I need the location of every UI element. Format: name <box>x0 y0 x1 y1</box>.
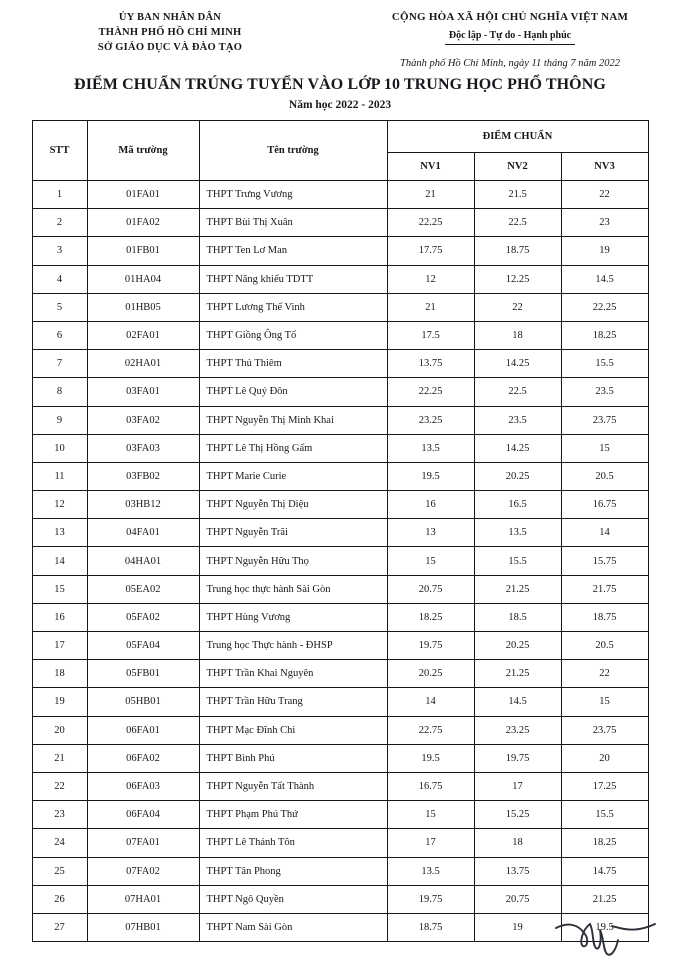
table-row <box>32 181 648 209</box>
cell-nv2-score: 22.5 <box>474 378 561 406</box>
table-row <box>32 829 648 857</box>
authority-line-1: ỦY BAN NHÂN DÂN <box>118 12 222 23</box>
cell-school-name: THPT Marie Curie <box>199 462 387 490</box>
cell-school-code: 05HB01 <box>87 688 199 716</box>
cell-stt: 25 <box>32 857 87 885</box>
cell-school-name: THPT Hùng Vương <box>199 603 387 631</box>
cell-nv2-score: 13.5 <box>474 519 561 547</box>
cell-stt: 11 <box>32 462 87 490</box>
cell-nv3-score: 19.5 <box>561 913 648 941</box>
cell-school-name: THPT Nguyễn Hữu Thọ <box>199 547 387 575</box>
cell-nv1-score: 12 <box>387 265 474 293</box>
cell-stt: 2 <box>32 209 87 237</box>
cell-nv1-score: 18.75 <box>387 913 474 941</box>
cell-nv2-score: 17 <box>474 772 561 800</box>
letterhead <box>0 0 680 69</box>
issuing-authority-block <box>0 10 340 69</box>
cell-nv3-score: 14.75 <box>561 857 648 885</box>
table-row <box>32 885 648 913</box>
cell-school-name: THPT Trưng Vương <box>199 181 387 209</box>
table-row <box>32 716 648 744</box>
cell-stt: 8 <box>32 378 87 406</box>
cell-nv2-score: 18.75 <box>474 237 561 265</box>
cell-nv3-score: 23.75 <box>561 406 648 434</box>
col-header-nv3: NV3 <box>561 153 648 181</box>
cell-stt: 13 <box>32 519 87 547</box>
cell-nv3-score: 23 <box>561 209 648 237</box>
cell-school-code: 02FA01 <box>87 321 199 349</box>
page-title: ĐIỂM CHUẨN TRÚNG TUYỂN VÀO LỚP 10 TRUNG HỌC PHỔ THÔNG <box>74 76 606 93</box>
cell-stt: 22 <box>32 772 87 800</box>
cell-nv3-score: 18.25 <box>561 321 648 349</box>
cell-school-code: 01HA04 <box>87 265 199 293</box>
signature-mark-icon <box>554 912 658 958</box>
cell-nv2-score: 18.5 <box>474 603 561 631</box>
table-row <box>32 801 648 829</box>
cell-nv2-score: 23.5 <box>474 406 561 434</box>
cell-stt: 20 <box>32 716 87 744</box>
cell-nv2-score: 15.5 <box>474 547 561 575</box>
table-row <box>32 603 648 631</box>
table-row <box>32 688 648 716</box>
cell-stt: 9 <box>32 406 87 434</box>
cell-nv2-score: 21.25 <box>474 575 561 603</box>
cell-nv2-score: 14.5 <box>474 688 561 716</box>
cell-nv3-score: 22.25 <box>561 293 648 321</box>
table-row <box>32 632 648 660</box>
cell-nv1-score: 18.25 <box>387 603 474 631</box>
cell-school-name: Trung học Thực hành - ĐHSP <box>199 632 387 660</box>
cell-school-name: THPT Thủ Thiêm <box>199 350 387 378</box>
cell-school-code: 07FA02 <box>87 857 199 885</box>
table-row <box>32 209 648 237</box>
col-header-score-group: ĐIỂM CHUẨN <box>387 121 648 153</box>
cell-nv2-score: 20.75 <box>474 885 561 913</box>
cell-nv1-score: 16.75 <box>387 772 474 800</box>
cell-nv1-score: 14 <box>387 688 474 716</box>
cell-nv1-score: 17 <box>387 829 474 857</box>
cell-stt: 4 <box>32 265 87 293</box>
cell-school-code: 07HA01 <box>87 885 199 913</box>
cell-nv1-score: 13 <box>387 519 474 547</box>
cell-school-name: THPT Ngô Quyền <box>199 885 387 913</box>
cell-nv2-score: 21.25 <box>474 660 561 688</box>
cell-stt: 14 <box>32 547 87 575</box>
cell-nv3-score: 19 <box>561 237 648 265</box>
authority-line-3: SỞ GIÁO DỤC VÀ ĐÀO TẠO <box>97 42 243 53</box>
cell-nv1-score: 22.25 <box>387 378 474 406</box>
col-header-school-name: Tên trường <box>199 121 387 181</box>
cell-school-code: 05FB01 <box>87 660 199 688</box>
cell-nv3-score: 20 <box>561 744 648 772</box>
cell-school-name: THPT Mạc Đĩnh Chi <box>199 716 387 744</box>
cell-nv1-score: 13.5 <box>387 857 474 885</box>
cell-stt: 26 <box>32 885 87 913</box>
cell-nv3-score: 17.25 <box>561 772 648 800</box>
cell-school-name: THPT Trần Khai Nguyên <box>199 660 387 688</box>
cell-nv3-score: 23.5 <box>561 378 648 406</box>
cell-nv1-score: 22.25 <box>387 209 474 237</box>
table-header-row-top <box>32 121 648 153</box>
table-row <box>32 772 648 800</box>
table-row <box>32 575 648 603</box>
cell-nv3-score: 18.75 <box>561 603 648 631</box>
cell-stt: 1 <box>32 181 87 209</box>
table-row <box>32 406 648 434</box>
cell-nv1-score: 15 <box>387 801 474 829</box>
cell-nv2-score: 12.25 <box>474 265 561 293</box>
cell-nv1-score: 13.75 <box>387 350 474 378</box>
table-row <box>32 434 648 462</box>
cell-nv1-score: 21 <box>387 293 474 321</box>
cell-nv2-score: 20.25 <box>474 462 561 490</box>
cell-nv3-score: 20.5 <box>561 632 648 660</box>
cell-school-name: THPT Nguyễn Trãi <box>199 519 387 547</box>
table-row <box>32 491 648 519</box>
cell-school-code: 03FB02 <box>87 462 199 490</box>
cell-school-code: 06FA04 <box>87 801 199 829</box>
table-row <box>32 378 648 406</box>
col-header-nv1: NV1 <box>387 153 474 181</box>
cell-nv2-score: 14.25 <box>474 350 561 378</box>
cell-school-name: THPT Lê Quý Đôn <box>199 378 387 406</box>
cell-school-name: THPT Tân Phong <box>199 857 387 885</box>
cell-nv3-score: 14.5 <box>561 265 648 293</box>
cell-stt: 10 <box>32 434 87 462</box>
cell-nv1-score: 19.75 <box>387 632 474 660</box>
cell-nv3-score: 21.75 <box>561 575 648 603</box>
cell-nv1-score: 17.75 <box>387 237 474 265</box>
cell-nv1-score: 19.5 <box>387 462 474 490</box>
cell-school-name: THPT Nguyễn Tất Thành <box>199 772 387 800</box>
cell-nv2-score: 13.75 <box>474 857 561 885</box>
cell-nv2-score: 21.5 <box>474 181 561 209</box>
cell-nv1-score: 19.75 <box>387 885 474 913</box>
cell-school-code: 07HB01 <box>87 913 199 941</box>
cell-nv1-score: 16 <box>387 491 474 519</box>
cell-nv3-score: 22 <box>561 181 648 209</box>
table-row <box>32 237 648 265</box>
cell-nv2-score: 18 <box>474 321 561 349</box>
table-row <box>32 660 648 688</box>
cell-nv3-score: 20.5 <box>561 462 648 490</box>
table-row <box>32 293 648 321</box>
cell-school-name: THPT Lê Thị Hồng Gấm <box>199 434 387 462</box>
cell-stt: 21 <box>32 744 87 772</box>
cell-school-name: THPT Nam Sài Gòn <box>199 913 387 941</box>
cell-school-code: 03HB12 <box>87 491 199 519</box>
cell-nv3-score: 23.75 <box>561 716 648 744</box>
cell-school-code: 01FA02 <box>87 209 199 237</box>
cell-school-code: 05FA04 <box>87 632 199 660</box>
cell-school-name: THPT Giồng Ông Tố <box>199 321 387 349</box>
cell-nv1-score: 20.75 <box>387 575 474 603</box>
authority-line-2: THÀNH PHỐ HỒ CHÍ MINH <box>98 27 242 38</box>
national-heading-block <box>340 10 680 69</box>
cell-school-code: 01HB05 <box>87 293 199 321</box>
table-row <box>32 265 648 293</box>
cell-school-code: 06FA02 <box>87 744 199 772</box>
place-and-date: Thành phố Hồ Chí Minh, ngày 11 tháng 7 năm 2022 <box>399 58 620 69</box>
table-row <box>32 321 648 349</box>
col-header-school-code: Mã trường <box>87 121 199 181</box>
cell-school-name: THPT Lương Thế Vinh <box>199 293 387 321</box>
cell-stt: 19 <box>32 688 87 716</box>
cell-nv1-score: 21 <box>387 181 474 209</box>
cell-stt: 17 <box>32 632 87 660</box>
cell-school-code: 03FA03 <box>87 434 199 462</box>
cell-school-name: THPT Nguyễn Thị Minh Khai <box>199 406 387 434</box>
cell-stt: 18 <box>32 660 87 688</box>
table-row <box>32 547 648 575</box>
cell-school-code: 03FA02 <box>87 406 199 434</box>
cell-school-code: 05EA02 <box>87 575 199 603</box>
cell-stt: 24 <box>32 829 87 857</box>
cell-nv2-score: 22 <box>474 293 561 321</box>
cell-nv2-score: 19.75 <box>474 744 561 772</box>
cell-nv3-score: 15.75 <box>561 547 648 575</box>
cell-school-name: THPT Ten Lơ Man <box>199 237 387 265</box>
cell-nv2-score: 18 <box>474 829 561 857</box>
table-body <box>32 181 648 942</box>
cell-nv2-score: 22.5 <box>474 209 561 237</box>
cell-stt: 12 <box>32 491 87 519</box>
cell-nv2-score: 16.5 <box>474 491 561 519</box>
admission-scores-table <box>32 120 649 942</box>
col-header-nv2: NV2 <box>474 153 561 181</box>
cell-stt: 5 <box>32 293 87 321</box>
cell-school-code: 04FA01 <box>87 519 199 547</box>
cell-stt: 15 <box>32 575 87 603</box>
cell-school-code: 05FA02 <box>87 603 199 631</box>
cell-school-name: Trung học thực hành Sài Gòn <box>199 575 387 603</box>
cell-nv2-score: 14.25 <box>474 434 561 462</box>
cell-nv3-score: 21.25 <box>561 885 648 913</box>
cell-nv1-score: 22.75 <box>387 716 474 744</box>
cell-school-code: 02HA01 <box>87 350 199 378</box>
cell-nv1-score: 20.25 <box>387 660 474 688</box>
page-subtitle: Năm học 2022 - 2023 <box>288 99 392 111</box>
scores-table-container <box>32 120 649 942</box>
cell-nv2-score: 23.25 <box>474 716 561 744</box>
cell-school-name: THPT Lê Thánh Tôn <box>199 829 387 857</box>
cell-nv3-score: 15 <box>561 688 648 716</box>
cell-nv1-score: 13.5 <box>387 434 474 462</box>
cell-school-code: 06FA03 <box>87 772 199 800</box>
cell-nv2-score: 15.25 <box>474 801 561 829</box>
cell-school-name: THPT Trần Hữu Trang <box>199 688 387 716</box>
table-row <box>32 350 648 378</box>
cell-stt: 16 <box>32 603 87 631</box>
cell-stt: 7 <box>32 350 87 378</box>
cell-stt: 27 <box>32 913 87 941</box>
table-row <box>32 462 648 490</box>
cell-nv3-score: 22 <box>561 660 648 688</box>
table-row <box>32 857 648 885</box>
cell-school-name: THPT Nguyễn Thị Diệu <box>199 491 387 519</box>
cell-nv3-score: 15.5 <box>561 801 648 829</box>
table-row <box>32 744 648 772</box>
cell-nv1-score: 23.25 <box>387 406 474 434</box>
table-head <box>32 121 648 181</box>
table-row <box>32 519 648 547</box>
cell-school-code: 07FA01 <box>87 829 199 857</box>
cell-school-name: THPT Phạm Phú Thứ <box>199 801 387 829</box>
cell-nv1-score: 17.5 <box>387 321 474 349</box>
country-name: CỘNG HÒA XÃ HỘI CHỦ NGHĨA VIỆT NAM <box>391 11 629 23</box>
cell-nv3-score: 18.25 <box>561 829 648 857</box>
cell-nv3-score: 16.75 <box>561 491 648 519</box>
cell-nv3-score: 14 <box>561 519 648 547</box>
cell-school-code: 01FA01 <box>87 181 199 209</box>
cell-nv3-score: 15 <box>561 434 648 462</box>
cell-nv1-score: 19.5 <box>387 744 474 772</box>
cell-stt: 6 <box>32 321 87 349</box>
cell-stt: 3 <box>32 237 87 265</box>
cell-school-code: 01FB01 <box>87 237 199 265</box>
cell-school-code: 03FA01 <box>87 378 199 406</box>
cell-school-name: THPT Bùi Thị Xuân <box>199 209 387 237</box>
cell-nv1-score: 15 <box>387 547 474 575</box>
cell-school-code: 06FA01 <box>87 716 199 744</box>
cell-school-code: 04HA01 <box>87 547 199 575</box>
cell-stt: 23 <box>32 801 87 829</box>
cell-nv2-score: 20.25 <box>474 632 561 660</box>
cell-nv3-score: 15.5 <box>561 350 648 378</box>
cell-school-name: THPT Năng khiếu TDTT <box>199 265 387 293</box>
national-motto: Độc lập - Tự do - Hạnh phúc <box>445 28 575 45</box>
cell-school-name: THPT Bình Phú <box>199 744 387 772</box>
cell-nv2-score: 19 <box>474 913 561 941</box>
col-header-stt: STT <box>32 121 87 181</box>
